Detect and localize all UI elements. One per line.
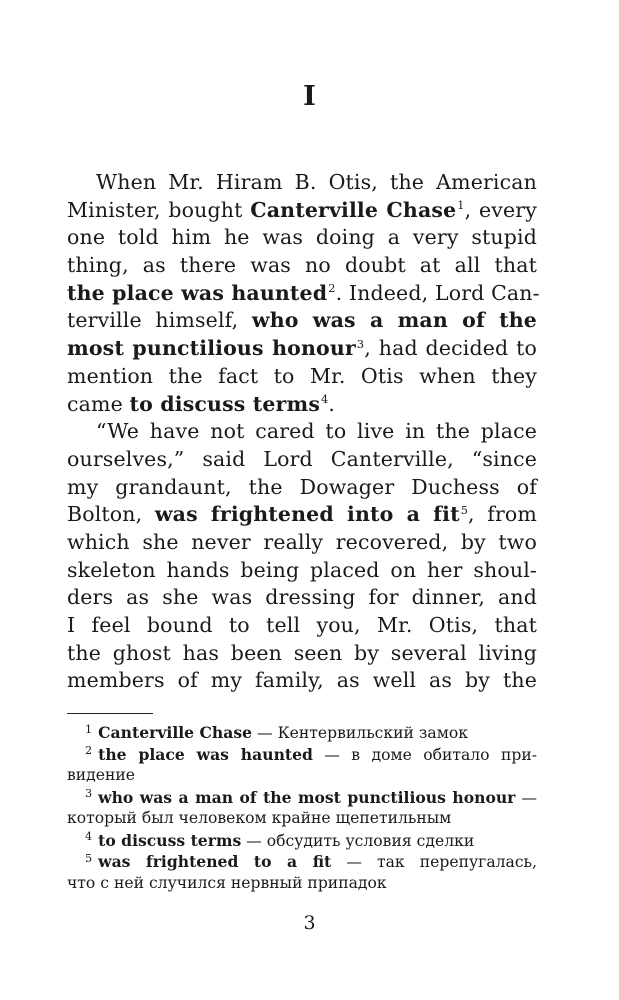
text-run: skeleton hands being placed on her shoul- <box>67 557 537 582</box>
footnote-line <box>67 744 537 766</box>
text-run: terville himself, <box>67 308 252 333</box>
text-run: When Mr. Hiram B. Otis, the American <box>96 170 537 194</box>
footnote-line <box>67 765 537 787</box>
text-run: — так перепугалась, <box>331 853 537 871</box>
footnote-line <box>67 873 537 895</box>
text-run: “We have not cared to live in the place <box>96 419 537 444</box>
text-run: , had decided to <box>364 336 537 361</box>
footnote-number: 3 <box>85 787 93 801</box>
text-line <box>67 252 537 280</box>
footnote-reference: 3 <box>356 337 365 351</box>
page-number: 3 <box>303 912 316 934</box>
text-line <box>67 335 537 363</box>
text-run: one told him he was doing a very stupid <box>67 225 537 250</box>
text-run: ourselves,” said Lord Canterville, “since <box>67 446 537 471</box>
text-line <box>67 501 537 529</box>
text-line <box>67 391 537 419</box>
footnote-line <box>67 830 537 852</box>
footnote-reference: 2 <box>328 282 336 296</box>
text-run: — Кентервильский замок <box>252 724 468 742</box>
bold-phrase: who was a man of the <box>251 308 537 333</box>
text-run: видение <box>67 766 136 784</box>
footnote-line <box>67 787 537 809</box>
text-run: which she never really recovered, by two <box>67 529 537 554</box>
text-line <box>67 169 537 197</box>
text-run: ders as she was dressing for dinner, and <box>67 585 537 610</box>
text-run: — в доме обитало при- <box>312 745 537 764</box>
bold-phrase: the place was haunted <box>67 280 328 305</box>
text-line <box>67 307 537 335</box>
text-line <box>67 640 537 668</box>
footnote-number: 2 <box>85 744 93 758</box>
text-run: , from <box>468 502 537 527</box>
text-run: , every <box>464 197 537 222</box>
footnote-reference: 4 <box>321 393 329 407</box>
bold-phrase: was frightened into a fit <box>154 502 460 527</box>
text-run: members of my family, as well as by the <box>67 668 537 693</box>
text-line <box>67 224 537 252</box>
text-run: my grandaunt, the Dowager Duchess of <box>67 474 537 499</box>
text-run: который был человеком крайне щепетильным <box>67 809 452 827</box>
text-line <box>67 418 537 446</box>
footnote-number: 5 <box>85 851 93 865</box>
text-run: Bolton, <box>67 502 155 527</box>
text-line <box>67 363 537 391</box>
text-run: I feel bound to tell you, Mr. Otis, that <box>67 613 537 637</box>
text-line <box>67 612 537 640</box>
main-text <box>67 169 540 695</box>
text-run: . Indeed, Lord Can- <box>335 280 540 305</box>
text-line <box>67 529 537 557</box>
text-line <box>67 197 537 225</box>
text-run: mention the fact to Mr. Otis when they <box>67 363 537 388</box>
bold-phrase: Canterville Chase <box>98 723 253 742</box>
text-line <box>67 667 537 695</box>
bold-phrase: the place was haunted <box>98 744 313 764</box>
footnotes <box>67 722 537 894</box>
bold-phrase: to discuss terms <box>98 830 242 850</box>
text-line <box>67 280 540 308</box>
text-line <box>67 446 537 474</box>
bold-phrase: who was a man of the most punctilious honour <box>98 787 516 807</box>
footnote-reference: 1 <box>457 199 465 213</box>
text-run: came <box>67 391 130 416</box>
text-run: thing, as there was no doubt at all that <box>67 253 537 278</box>
chapter-heading: I <box>303 81 316 112</box>
text-line <box>67 584 537 612</box>
text-run: Minister, bought <box>67 197 251 222</box>
text-run: — <box>515 788 537 807</box>
bold-phrase: to discuss terms <box>129 391 321 416</box>
text-line <box>67 557 537 585</box>
text-run: the ghost has been seen by several living <box>67 640 537 665</box>
footnote-number: 4 <box>85 830 93 844</box>
footnote-line <box>67 808 537 830</box>
bold-phrase: Canterville Chase <box>250 197 457 222</box>
footnote-separator <box>67 713 153 714</box>
bold-phrase: was frightened to a fit <box>98 852 332 871</box>
footnote-number: 1 <box>85 722 93 736</box>
text-run: что с ней случился нервный припадок <box>67 873 387 892</box>
footnote-line <box>67 722 537 744</box>
bold-phrase: most punctilious honour <box>67 336 356 361</box>
footnote-reference: 5 <box>460 503 469 517</box>
footnote-line <box>67 851 537 873</box>
text-line <box>67 474 537 502</box>
text-run: — обсудить условия сделки <box>241 831 475 850</box>
text-run: . <box>328 391 336 416</box>
